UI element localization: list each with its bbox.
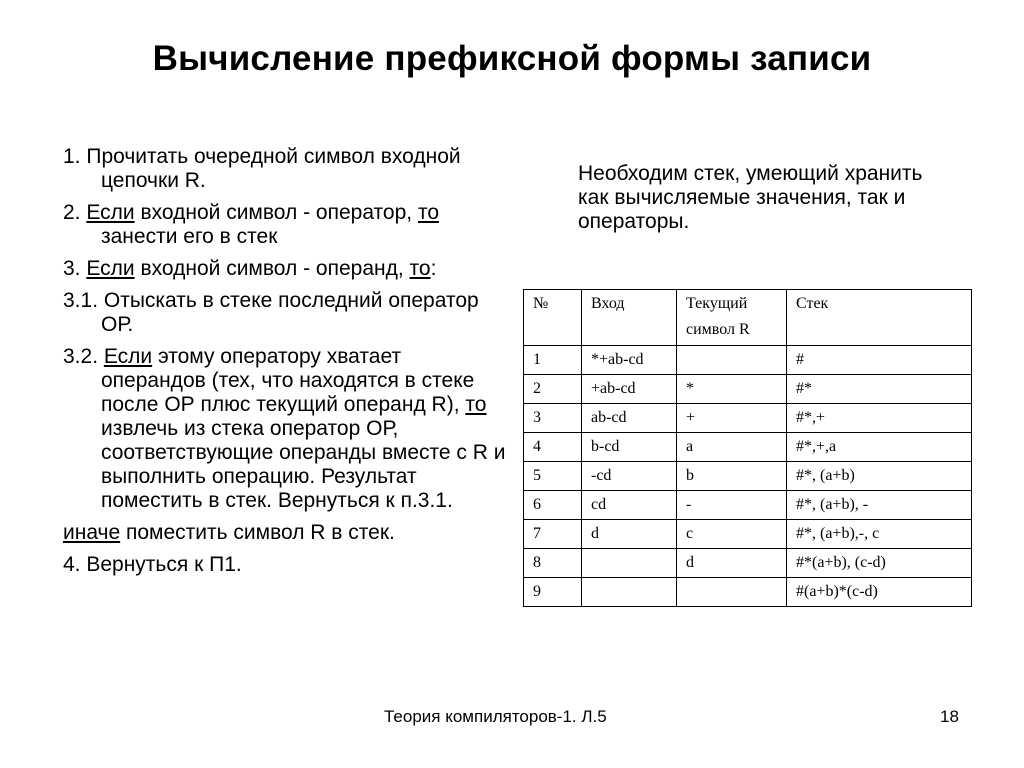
header-current-symbol: Текущий символ R — [677, 290, 787, 346]
algorithm-steps — [63, 145, 508, 585]
slide-title: Вычисление префиксной формы записи — [152, 39, 872, 78]
cell-number: 2 — [524, 375, 582, 404]
cell-stack: #*, (a+b),-, c — [787, 520, 972, 549]
step-text: поместить символ R в стек. — [120, 521, 395, 544]
underlined-keyword: иначе — [63, 521, 121, 544]
cell-input — [582, 578, 677, 607]
table-row — [524, 346, 972, 375]
page-number: 18 — [940, 707, 959, 726]
step-text: 3. — [63, 257, 87, 280]
step-text: 4. Вернуться к П1. — [63, 553, 242, 576]
cell-stack: #*,+ — [787, 404, 972, 433]
table-row — [524, 578, 972, 607]
step-text: входной символ - оператор, — [134, 201, 418, 224]
table-row — [524, 549, 972, 578]
step-text: 3.1. Отыскать в стеке последний оператор ОР. — [63, 289, 479, 336]
cell-stack: #(a+b)*(c-d) — [787, 578, 972, 607]
stack-trace-table — [523, 289, 972, 607]
footer-course: Теория компиляторов-1. Л.5 — [384, 707, 607, 726]
algorithm-step — [63, 201, 508, 249]
cell-stack: #*, (a+b), - — [787, 491, 972, 520]
header-stack: Стек — [787, 290, 972, 346]
cell-stack: #*,+,a — [787, 433, 972, 462]
underlined-keyword: Если — [86, 257, 135, 280]
algorithm-step — [63, 289, 508, 337]
cell-input: -cd — [582, 462, 677, 491]
cell-number: 4 — [524, 433, 582, 462]
cell-number: 8 — [524, 549, 582, 578]
cell-number: 9 — [524, 578, 582, 607]
step-text: 2. — [63, 201, 87, 224]
header-input: Вход — [582, 290, 677, 346]
cell-input: +ab-cd — [582, 375, 677, 404]
stack-note: Необходим стек, умеющий хранить как вычисляемые значения, так и операторы. — [578, 162, 923, 233]
algorithm-step — [63, 145, 508, 193]
cell-input: b-cd — [582, 433, 677, 462]
cell-current-symbol: c — [677, 520, 787, 549]
underlined-keyword: Если — [103, 345, 153, 368]
header-number: № — [524, 290, 582, 346]
step-text: 3.2. — [63, 345, 104, 368]
cell-current-symbol: a — [677, 433, 787, 462]
table-header-row — [524, 290, 972, 346]
cell-number: 7 — [524, 520, 582, 549]
step-text: этому оператору хватает операндов (тех, что находятся в стеке после ОР плюс текущий операнд R), — [101, 345, 475, 416]
underlined-keyword: то — [465, 393, 487, 416]
step-text: входной символ - операнд, — [134, 257, 410, 280]
cell-current-symbol: + — [677, 404, 787, 433]
underlined-keyword: то — [409, 257, 431, 280]
table-row — [524, 462, 972, 491]
algorithm-step — [63, 345, 508, 513]
cell-input: ab-cd — [582, 404, 677, 433]
underlined-keyword: то — [417, 201, 440, 224]
table-body — [524, 346, 972, 607]
cell-number: 5 — [524, 462, 582, 491]
cell-input: cd — [582, 491, 677, 520]
cell-input: *+ab-cd — [582, 346, 677, 375]
step-text: занести его в стек — [101, 225, 278, 248]
step-text: 1. Прочитать очередной символ входной цепочки R. — [63, 145, 461, 192]
cell-number: 1 — [524, 346, 582, 375]
algorithm-step — [63, 553, 508, 577]
cell-number: 3 — [524, 404, 582, 433]
cell-stack: #* — [787, 375, 972, 404]
cell-stack: #*(a+b), (c-d) — [787, 549, 972, 578]
step-text: : — [430, 257, 437, 280]
cell-number: 6 — [524, 491, 582, 520]
underlined-keyword: Если — [86, 201, 135, 224]
table-row — [524, 404, 972, 433]
cell-stack: #*, (a+b) — [787, 462, 972, 491]
algorithm-step — [63, 257, 508, 281]
table-row — [524, 433, 972, 462]
cell-current-symbol — [677, 578, 787, 607]
cell-input: d — [582, 520, 677, 549]
cell-input — [582, 549, 677, 578]
cell-current-symbol: b — [677, 462, 787, 491]
cell-current-symbol: * — [677, 375, 787, 404]
cell-current-symbol: - — [677, 491, 787, 520]
table-row — [524, 375, 972, 404]
cell-stack: # — [787, 346, 972, 375]
table-row — [524, 520, 972, 549]
step-text: извлечь из стека оператор ОР, соответствующие операнды вместе с R и выполнить операцию. Результат поместить в стек. Вернуться к п.3.1. — [101, 417, 506, 512]
cell-current-symbol: d — [677, 549, 787, 578]
table-row — [524, 491, 972, 520]
algorithm-step — [63, 521, 508, 545]
cell-current-symbol — [677, 346, 787, 375]
